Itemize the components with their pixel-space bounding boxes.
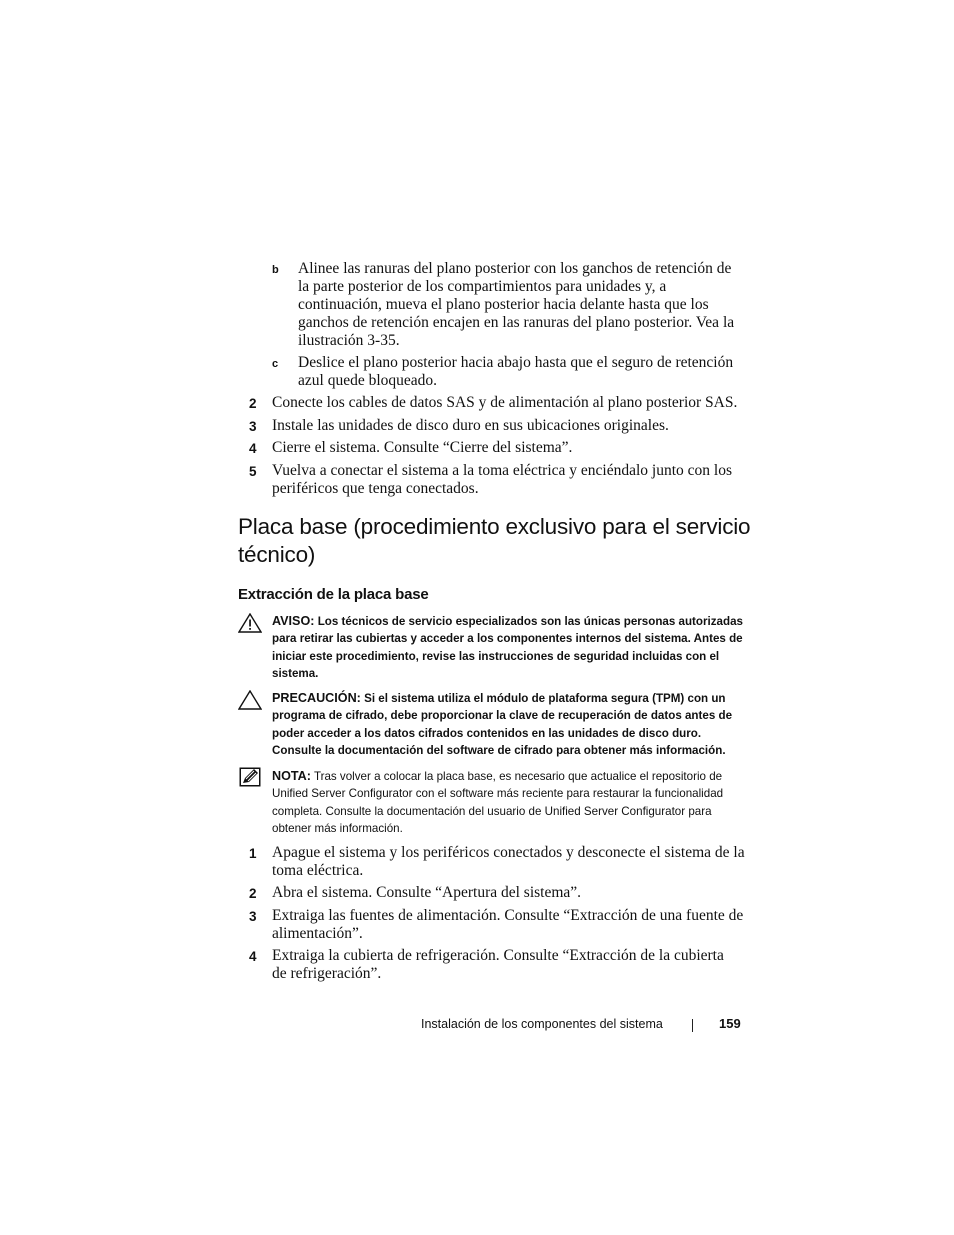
- notice-label: PRECAUCIÓN:: [272, 691, 361, 705]
- step-number: 1: [249, 846, 257, 861]
- caution-notice: [272, 690, 747, 759]
- step-number: 5: [249, 464, 257, 479]
- footer-chapter: Instalación de los componentes del sistema: [421, 1017, 663, 1031]
- notice-text: Si el sistema utiliza el módulo de plataforma segura (TPM) con un programa de cifrado, debe proporcionar la clave de recuperación de datos antes de poder acceder a los datos cifrados contenidos en las unidades de disco duro. Consulte la documentación del software de cifrado para obtener más información.: [272, 692, 733, 757]
- step-text: Abra el sistema. Consulte “Apertura del sistema”.: [272, 884, 582, 901]
- step-text: Apague el sistema y los periféricos conectados y desconecte el sistema de la toma eléctrica.: [272, 844, 745, 879]
- step-number: 4: [249, 441, 257, 456]
- substep-text: Deslice el plano posterior hacia abajo hasta que el seguro de retención azul quede bloqueado.: [298, 354, 734, 389]
- subsection-title: Extracción de la placa base: [238, 586, 429, 603]
- step-text: Extraiga las fuentes de alimentación. Consulte “Extracción de una fuente de alimentación”.: [272, 907, 744, 942]
- step-text: Extraiga la cubierta de refrigeración. Consulte “Extracción de la cubierta de refrigeración”.: [272, 947, 724, 982]
- notice-label: AVISO:: [272, 614, 315, 628]
- step-number: 2: [249, 886, 257, 901]
- warning-icon: [238, 613, 262, 633]
- step-number: 4: [249, 949, 257, 964]
- substep-text: Alinee las ranuras del plano posterior con los ganchos de retención de la parte posterior de los compartimientos para unidades y, a continuación, mueva el plano posterior hacia delante hasta que los ganchos de retención encajen en las ranuras del plano posterior. Vea la ilustración 3-35.: [298, 260, 735, 349]
- step-text: Instale las unidades de disco duro en sus ubicaciones originales.: [272, 417, 669, 434]
- footer-separator: [692, 1019, 693, 1032]
- note-pencil-icon: [239, 767, 261, 787]
- step-number: 3: [249, 419, 257, 434]
- notice-label: NOTA:: [272, 769, 311, 783]
- caution-icon: [238, 690, 262, 710]
- section-title: Placa base (procedimiento exclusivo para el servicio técnico): [238, 514, 751, 567]
- step-text: Conecte los cables de datos SAS y de alimentación al plano posterior SAS.: [272, 394, 738, 411]
- substep-letter: c: [272, 358, 279, 370]
- substep-letter: b: [272, 264, 279, 276]
- notice-text: Los técnicos de servicio especializados son las únicas personas autorizadas para retirar las cubiertas y acceder a los componentes internos del sistema. Antes de iniciar este procedimiento, revise las instrucciones de seguridad incluidas con el sistema.: [272, 615, 743, 680]
- step-text: Vuelva a conectar el sistema a la toma eléctrica y enciéndalo junto con los periféricos que tenga conectados.: [272, 462, 732, 497]
- step-number: 3: [249, 909, 257, 924]
- step-text: Cierre el sistema. Consulte “Cierre del sistema”.: [272, 439, 573, 456]
- step-number: 2: [249, 396, 257, 411]
- page-number: 159: [719, 1016, 741, 1031]
- note-notice: [272, 768, 747, 837]
- notice-text: Tras volver a colocar la placa base, es necesario que actualice el repositorio de Unified Server Configurator con el software más reciente para restaurar la funcionalidad completa. Consulte la documentación del usuario de Unified Server Configurator para obtener más información.: [272, 770, 724, 835]
- warning-notice: [272, 613, 747, 682]
